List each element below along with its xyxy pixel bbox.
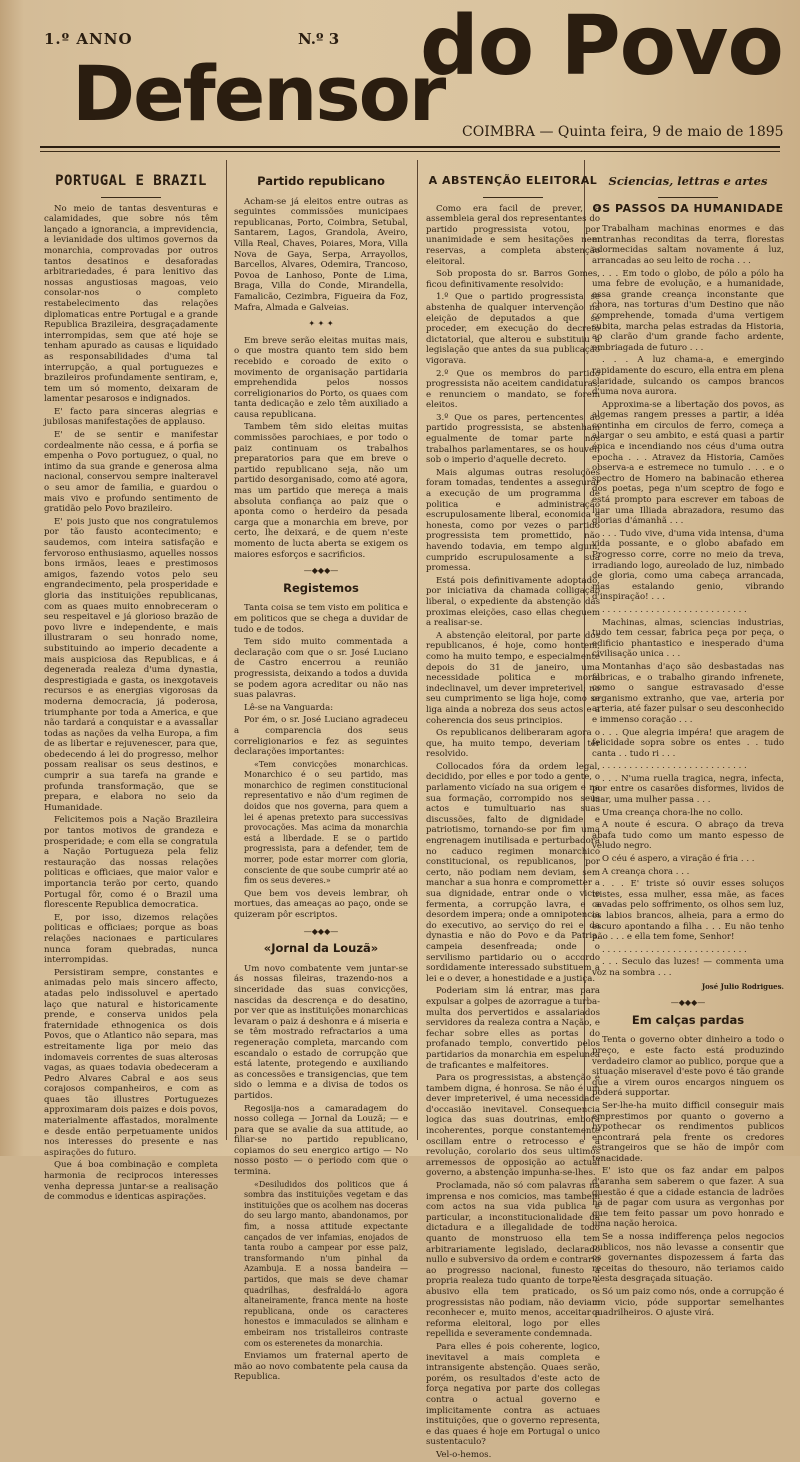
paragraph: Uma creança chora-lhe no collo.: [602, 807, 744, 818]
paragraph: A noute é escura. O abraço da treva abafa tudo como um manto espesso de veludo negro.: [592, 820, 784, 852]
paragraph: E, por isso, dizemos relações politicas e officiaes; porque as boas relações nacionaes e particulares nunca foram quebradas, nunca interrompidas.: [44, 912, 218, 966]
section-heading: Sciencias, lettras e artes: [608, 174, 768, 188]
column-divider: [226, 160, 227, 1140]
paragraph: 1.º Que o partido progressista se abstenha de qualquer intervenção na eleição de deputados a que se proceder, em execução do decreto dictatorial, que alterou e substituiu a legislação que antes da sua publicação vigorava.: [426, 292, 600, 366]
masthead-rule-thin: [40, 151, 780, 152]
paragraph: Que bem vos deveis lembrar, oh mortues, das ameaças ao paço, onde se quizeram pôr escriptos.: [234, 888, 408, 920]
masthead-title-right: do Povo: [420, 0, 783, 94]
paragraph: Um novo combatente vem juntar-se ás nossas fileiras, trazendo-nos a sinceridade das suas convicções, nascidas da descrença e do desatino, por ver que as instituições monarchicas levaram o paiz á deshonra e á miseria e se têm mostrado refractarios a uma regeneração completa, marcando com escandalo o estado de corrupção que está latente, protegendo e auxiliando as concessões e transigencias, que tem sido o lemma e a divisa de todos os partidos.: [234, 963, 408, 1101]
paragraph: Vel-o-hemos.: [436, 1449, 492, 1460]
article-heading: Em calças pardas: [631, 1012, 745, 1027]
paragraph: 3.º Que os pares, pertencentes ao partido progressista, se abstenham egualmente de tomar parte nos trabalhos parlamentares, se os houver, sob o imperio d'aquelle decreto.: [426, 412, 600, 466]
paragraph: Montanhas d'aço são desbastadas nas fabricas, e o trabalho girando infrenete, como o sangue estravasado d'esse organismo extranho, que vae, arteria por arteria, até fazer pulsar o seu desconhecido e immenso coração . . .: [592, 661, 784, 725]
paragraph: . . . . . . . . . . . . . . . . . . . . . . . . . . .: [602, 761, 747, 772]
paragraph: Enviamos um fraternal aperto de mão ao novo combatente pela causa da Republica.: [234, 1351, 408, 1383]
paragraph: Está pois definitivamente adoptado, por iniciativa da chamada colligação liberal, o expediente da abstenção das proximas eleições, caso ellas cheguem a realisar-se.: [426, 575, 600, 629]
paragraph: Ser-lhe-ha muito difficil conseguir mais emprestimos por quanto o governo a hypothecar os rendimentos publicos encontrará pela frente os credores estrangeiros que se hão de impôr com tenacidade.: [592, 1100, 784, 1164]
paragraph: . . . . . . . . . . . . . . . . . . . . . . . . . . .: [602, 604, 747, 615]
paragraph: Tenta o governo obter dinheiro a todo o preço, e este facto está produzindo verdadeiro clamor ao publico, porque que a situação miseravel d'este povo é tão grande que a virem ouros encargos ninguem os poderá supportar.: [592, 1035, 784, 1099]
article-heading: PORTUGAL E BRAZIL: [55, 173, 207, 189]
paragraph: Sob proposta do sr. Barros Gomes, ficou definitivamente resolvido:: [426, 269, 600, 290]
masthead-title-left: Defensor: [72, 49, 445, 138]
paragraph: Approxima-se a libertação dos povos, as algemas rangem presses a partir, a idéa continha em circulos de ferro, começa a alargar o seu ambito, e está quasi a partir épica e incendiando nos céus d'uma outra epocha . . . Atravez da Historia, Camões observa-a e estremece no tumulo . . . e o spectro de Homero na babinacão etherea dos poetas, pega n'um sceptro de fogo e está prompto para escrever em taboas de luar uma Illiada abrazadora, resumo das glorias d'ámanhã . . .: [592, 399, 784, 527]
paragraph: . . . A luz chama-a, e emergindo rapidamente do escuro, ella entra em plena claridade, sulcando os campos brancos d'uma nova aurora.: [592, 355, 784, 398]
ornament-separator: ✦ ✦ ✦: [308, 319, 334, 329]
paragraph: Regosija-nos a camaradagem do nosso collega — Jornal da Louzã; — e para que se avalie da sua attitude, ao filiar-se no partido republicano, copiamos do seu energico artigo — No nosso posto — o periodo com que o termina.: [234, 1103, 408, 1178]
paragraph: Só um paiz como nós, onde a corrupção é um vicio, póde supportar semelhantes quadrilheiros. O ajuste virá.: [592, 1287, 784, 1319]
paragraph: Lê-se na Vanguarda:: [244, 702, 334, 713]
divider: [483, 197, 543, 198]
ornament-separator: —◆◆◆—: [670, 998, 706, 1008]
article-heading: «Jornal da Louzã»: [263, 941, 379, 956]
paragraph: 2.º Que os membros do partido progressista não aceitem candidaturas, e renunciem o mandato, se forem eleitos.: [426, 368, 600, 411]
paragraph: Trabalham machinas enormes e das entranhas reconditas da terra, florestas adormecidas saltam novamente á luz, arrancadas ao seu leito de rocha . . .: [592, 224, 784, 266]
paragraph: E' facto para sinceras alegrias e jubilosas manifestações de applauso.: [44, 406, 218, 428]
paragraph: Poderiam sim lá entrar, mas para expulsar a golpes de azorrague a turba-multa dos pervertidos e assalariados servidores da realeza contra a Nação, e fechar sobre elles as portas do profanado templo, convertido pelos partidarios da monarchia em espelunca de traficantes e malfeitores.: [426, 986, 600, 1071]
ornament-separator: —◆◆◆—: [303, 566, 339, 576]
paragraph: . . . Tudo vive, d'uma vida intensa, d'uma vida possante, e o globo abafado em Progresso corre, corre no meio da treva, irradiando logo, aureolado de luz, nimbado de gloria, como uma cabeça arrancada, mas estalando genio, vibrando d'inspiração! . . .: [592, 528, 784, 603]
paragraph: . . . Seculo das luzes! — commenta uma voz na sombra . . .: [592, 957, 784, 978]
paragraph: Em breve serão eleitas muitas mais, o que mostra quanto tem sido bem recebido e coroado de exito o movimento de organisação partidaria emprehendida pelos nossos correligionarios do Porto, os quaes com tanta dedicação e zelo têm auxiliado a causa republicana.: [234, 335, 408, 420]
paragraph: . . . . . . . . . . . . . . . . . . . . . . . . . . .: [602, 944, 747, 955]
paragraph: Os republicanos deliberaram agora o que, ha muito tempo, deveriam ter resolvido.: [426, 728, 600, 760]
paragraph: Se a nossa indifferença pelos negocios publicos, nos não levasse a consentir que os governantes dispozessem á farta das receitas do thesouro, não teriamos caido n'esta desgraçada situação.: [592, 1232, 784, 1285]
paragraph: A creança chora . . .: [602, 866, 690, 877]
paragraph: . . . E' triste só ouvir esses soluços tristes, essa mulher, essa mãe, as faces cavadas pelo soffrimento, os olhos sem luz, os labios brancos, alheia, para a ermo do escuro apontando a filha . . . Eu não tenho pão . . . e ella tem fome, Senhor!: [592, 879, 784, 943]
quotation: «Tem convicções monarchicas. Monarchico é o seu partido, mas monarchico de regimen constitucional representativo e não d'um regimen de doidos que nos governa, para quem a lei é apenas pretexto para successivas provocações. Mas acima da monarchia está a liberdade. E se o partido progressista, para a defender, tem de morrer, pode estar morrer com gloria, consciente de que soube cumprir até ao fim os seus deveres.»: [244, 759, 408, 886]
paragraph: A abstenção eleitoral, por parte dos republicanos, é hoje, como hontem, como ha muito tempo, e especialmente depois do 31 de janeiro, uma necessidade politica e moral indeclinavel, um dever impreterivel; no seu cumprimento se liga hoje, como se liga ainda a nobreza dos seus actos e a coherencia dos seus principios.: [426, 630, 600, 726]
paragraph: Acham-se já eleitos entre outras as seguintes commissões municipaes republicanas, Porto, Coimbra, Setubal, Santarem, Lagos, Grandola, Aveiro, Villa Real, Chaves, Poiares, Mora, Villa Nova de Gaya, Serpa, Arrayollos, Barcellos, Alvares, Odemira, Trancoso, Povoa de Lanhoso, Ponte de Lima, Braga, Villa do Conde, Mirandella, Famalicão, Cezimbra, Figueira da Foz, Mafra, Almada e Galveias.: [234, 196, 408, 313]
issue-number: N.º 3: [298, 30, 340, 48]
paragraph: Persistiram sempre, constantes e animadas pelo mais sincero affecto, atadas pelo indissoluvel e apertado laço que natural e historicamente prende, e conserva unidos pela fraternidade ethnogenica os dois Povos, que o Atlantico não separa, mas estreitamente liga por meio das indomaveis correntes de suas alterosas vagas, as quaes todavia obedeceram a Pedro Alvares Cabral e aos seus corajosos companheiros, e com as quaes tão illustres Portuguezes approximaram dois paizes e dois povos, materialmente affastados, moralmente e desde então perpetuamente unidos nos interesses do presente e nas aspirações do futuro.: [44, 967, 218, 1158]
paragraph: Para elles é pois coherente, logico, inevitavel a mais completa e intransigente abstenção. Quaes serão, porém, os resultados d'este acto de força negativa por parte dos collegas contra o actual governo e implicitamente contra as actuaes instituições, que o governo representa, e das quaes é hoje em Portugal o unico sustentaculo?: [426, 1341, 600, 1448]
paragraph: E' pois justo que nos congratulemos por tão fausto acontecimento; e saudemos, com inteira satisfação e fervoroso enthusiasmo, aquelles nossos bons irmãos, leaes e prestimosos amigos, fazendo votos pelo seu engrandecimento, pela prosperidade e gloria das instituições republicanas, com as quaes muito ennobreceram o seu respeitavel e já glorioso brazão de povo livre e independente, e mais illustraram o seu honrado nome, substituindo ao imperio decadente a mais auspiciosa das Republicas, e á degenerada realeza d'uma dynastia, desprestigiada e gasta, os inexgotaveis recursos e as energias vigorosas da moderna democracia, já poderosa, triumphante por toda a America, e que não tardará a conquistar e a avassallar todas as nações da velha Europa, a fim de as libertar e rejuvenescer, para que, obedecendo á lei do progresso, melhor possam realisar os seus destinos, e cumprir a sua tarefa na grande e profunda transformação, que se prepara, e elabora no seio da Humanidade.: [44, 516, 218, 813]
paragraph: . . . Que alegria impéra! que aragem de felicidade sopra sobre os entes . . tudo canta . . tudo ri . . .: [592, 727, 784, 759]
ornament-separator: —◆◆◆—: [303, 926, 339, 936]
paragraph: O céu é aspero, a viração é fria . . .: [602, 854, 755, 865]
paragraph: E' isto que os faz andar em palpos d'aranha sem saberem o que fazer. A sua questão é que a cidade estancia de ladrões ha de pagar com usura as vergonhas por que tem feito passar um povo honrado e uma nação heroica.: [592, 1166, 784, 1230]
paragraph: Tanta coisa se tem visto em politica e em politicos que se chega a duvidar de tudo e de todos.: [234, 603, 408, 635]
paragraph: No meio de tantas desventuras e calamidades, que sobre nós têm lançado a ignorancia, a imprevidencia, a levianidade dos ultimos governos da monarchia, comprovadas por outros tantos desatinos e desaforadas arbitrariedades, é para lenitivo das nossas angustiosas magoas, veio consolar-nos o completo restabelecimento das relações diplomaticas entre Portugal e a grande Republica Brazileira, desgraçadamente interrompidas, sem que até hoje se tenham apurado as causas e liquidado as responsabilidades d'uma tal interrupção, a qual portuguezes e brazileiros profundamente sentiram, e, tem um só momento, deixaram de lamentar pesarosos e indignados.: [44, 203, 218, 405]
volume-year: 1.º ANNO: [44, 30, 133, 48]
column-1: [44, 170, 218, 1205]
column-divider: [417, 160, 418, 1140]
paragraph: Mais algumas outras resoluções foram tomadas, tendentes a assegurar a execução de um programma de politica e administração escrupulosamente liberal, economica e honesta, como por vezes o partido progressista tem promettido, não havendo todavia, em tempo algum, cumprido escrupulosamente a sua promessa.: [426, 467, 600, 574]
paragraph: Tambem têm sido eleitas muitas commissões parochiaes, e por todo o paiz continuam os trabalhos preparatorios para que em breve o partido republicano seja, não um partido desorganisado, como até agora, mas um partido que mereça a mais absoluta confiança ao paiz que o aponta como o herdeiro da pesada carga que a monarchia em breve, por certo, lhe deixará, e de quem n'este momento de lucta aberta se exigem os maiores esforços e sacrificios.: [234, 422, 408, 560]
paragraph: . . . Em todo o globo, de pólo a pólo ha uma febre de evolução, e a humanidade, essa grande creança inconstante que chora, nas torturas d'um Destino que não comprehende, tomada d'uma vertigem subita, marcha pelas estradas da Historia, ao clarão d'um grande facho ardente, embriagada de futuro . . .: [592, 268, 784, 353]
article-heading: Partido republicano: [257, 174, 385, 188]
article-heading: A ABSTENÇÃO ELEITORAL: [428, 174, 598, 187]
paragraph: Proclamada, não só com palavras na imprensa e nos comicios, mas tambem com actos na sua vida publica e particular, a inconstitucionalidade da dictadura e a illegalidade de todo quanto de monstruoso ella tem arbitrariamente legislado, declarado nullo e subversivo da ordem e contrario ao progresso nacional, funesto á propria realeza tudo quanto de torpe e abusivo ella tem praticado, os progressistas não podiam, não deviam reconhecer e, muito menos, acceitar a reforma eleitoral, logo por elles repellida e severamente condemnada.: [426, 1181, 600, 1340]
paragraph: Felicitemos pois a Nação Brazileira por tantos motivos de grandeza e prosperidade; e com ella se congratula a Nação Portugueza pela feliz restauração das nossas relações politicas e officiaes, que maior valor e importancia terão por certo, quando Portugal fôr, como é o Brazil uma florescente Republica democratica.: [44, 815, 218, 911]
paragraph: Por ém, o sr. José Luciano agradeceu a comparencia dos seus correligionarios e fez as seguintes declarações importantes:: [234, 715, 408, 758]
paragraph: Para os progressistas, a abstenção é tambem digna, é honrosa. Se não é um dever impreterivel, é uma necessidade d'occasião inevitavel. Consequencia logica das suas doutrinas, embora incoherentes, porque constantemente oscillam entre o retrocesso e a revolução, corolario dos seus ultimos arremessos de opposição ao actual governo, a abstenção impunha-se-lhes.: [426, 1073, 600, 1179]
author-signature: José Julio Rodrigues.: [701, 981, 784, 991]
paragraph: . . . N'uma ruella tragica, negra, infecta, por entre os casarões disformes, lividos de luar, uma mulher passa . . .: [592, 773, 784, 806]
paragraph: Machinas, almas, sciencias industrias, tudo tem cessar, fabrica peça por peça, o edificio phantastico e inesperado d'uma civilisação unica . . .: [592, 617, 784, 660]
article-body: [44, 204, 218, 1203]
paragraph: Como era facil de prever, a assembleia geral dos representantes do partido progressista votou, por unanimidade e sem hesitações nem reservas, a completa abstenção eleitoral.: [426, 203, 600, 267]
column-2: [234, 170, 408, 1385]
dateline: COIMBRA — Quinta feira, 9 de maio de 1895: [462, 124, 784, 140]
column-3: [426, 170, 600, 1462]
article-heading: OS PASSOS DA HUMANIDADE: [592, 201, 784, 215]
column-4: [592, 170, 784, 1321]
divider: [658, 197, 718, 198]
paragraph: Tem sido muito commentada a declaração com que o sr. José Luciano de Castro encerrou a reunião progressista, deixando a todos a duvida se podem agora acreditar ou não nas suas palavras.: [234, 637, 408, 701]
paragraph: E' de se sentir e manifestar cordealmente não cessa, e á porfia se empenha o Povo portuguez, o qual, no intimo da sua grande e generosa alma nacional, conservou sempre inalteravel o seu amor de familia, e guardou o mais vivo e profundo sentimento de gratidão pelo Povo brazileiro.: [44, 430, 218, 515]
masthead-rule: [40, 146, 780, 148]
paragraph: Collocados fóra da ordem legal, decidido, por elles e por todo a gente, o parlamento vicíado na sua origem e na sua formação, corrompido nos seus actos e tumultuario nas suas discussões, falto de dignidade e patriotismo, tornando-se por fim uma engrenagem inutilisada e perturbadora no caduco regimen monarchico constitucional, os republicanos, por certo, não podiam nem deviam, sem manchar a sua honra e comprometter a sua dignidade, entrar onde o vicio fermenta, a corrupção lavra, e a desordem impera; onde a omnipotencia do executivo, ao serviço do rei e da dynastia e não do Povo e da Patria, campeia desenfreada; onde o servilismo partidario ou o accordo sordidamente interessado substituem a lei e o dever, a honestidade e a justiça.: [426, 761, 600, 984]
article-heading: Registemos: [283, 580, 359, 595]
paragraph: Que á boa combinação e completa harmonia de reciprocos interesses venha depressa juntar-se a realisação de commodus e identicas aspirações.: [44, 1160, 218, 1203]
divider: [101, 197, 161, 198]
quotation: «Desiludidos dos politicos que á sombra das instituições vegetam e das instituições que os acolhem nas doceras do seu largo manto, abandonamos, por fim, a nossa attitude expectante cançados de ver infamias, enojados de tanta roubo a campear por esse paiz, transformando n'um pinhal da Azambuja. E a nossa bandeira — partidos, que mais se deve chamar quadrilhas, desfraldá-lo agora altaneiramente, franca mente na hoste republicana, onde os caracteres honestos e immaculados se alinham e embeiram nos tristalleiros contraste com os esterenetes da monarchia.: [244, 1179, 408, 1348]
